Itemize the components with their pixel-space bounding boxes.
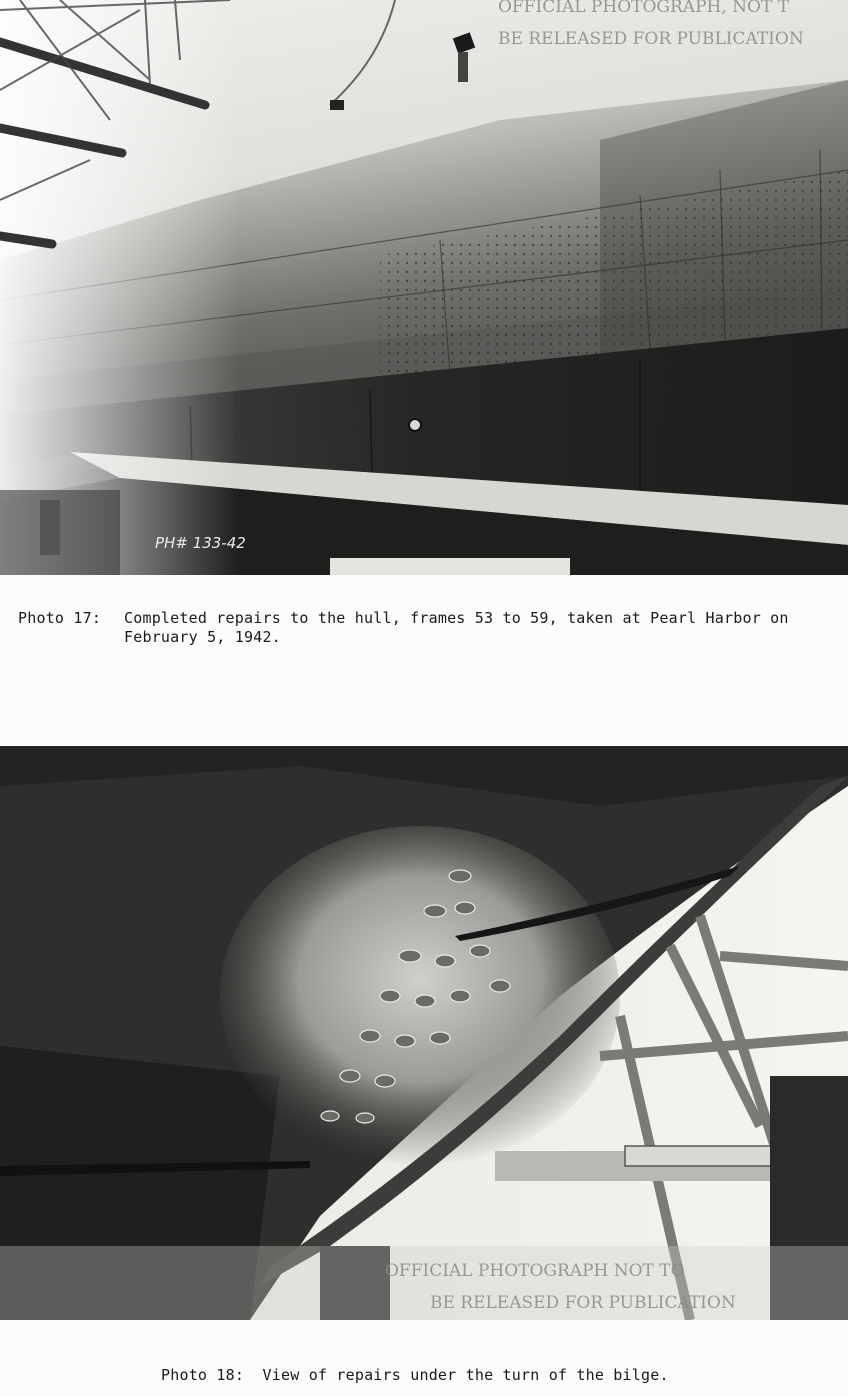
photo-17-caption-line2: February 5, 1942. bbox=[124, 628, 281, 646]
photo-17-hull-repairs bbox=[0, 0, 848, 575]
photo-18-stamp-line1: OFFICIAL PHOTOGRAPH NOT TO bbox=[385, 1261, 685, 1281]
photo-17-negative-mark: PH# 133-42 bbox=[155, 534, 246, 552]
photo-18-stamp-line2: BE RELEASED FOR PUBLICATION bbox=[430, 1293, 736, 1313]
photo-17-caption-label: Photo 17: bbox=[18, 609, 102, 627]
photo-17-caption-line1: Completed repairs to the hull, frames 53 to 59, taken at Pearl Harbor on bbox=[124, 609, 789, 627]
photo-17-stamp-line1: OFFICIAL PHOTOGRAPH, NOT T bbox=[498, 0, 790, 17]
photo-18-image bbox=[0, 746, 848, 1320]
photo-17-stamp-line2: BE RELEASED FOR PUBLICATION bbox=[498, 29, 804, 49]
photo-18-caption: Photo 18: View of repairs under the turn of the bilge. bbox=[161, 1366, 669, 1384]
photo-18-bilge-repairs bbox=[0, 746, 848, 1320]
photo-17-caption bbox=[18, 609, 789, 647]
photo-17-image bbox=[0, 0, 848, 575]
